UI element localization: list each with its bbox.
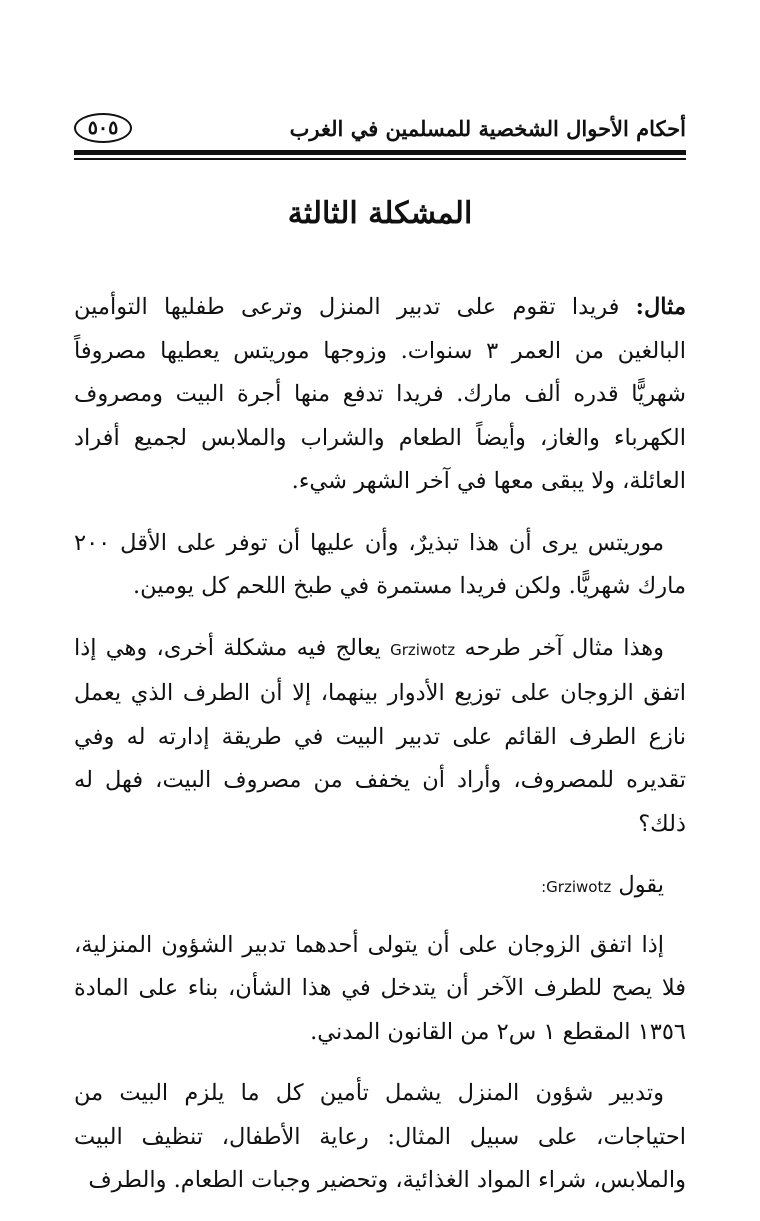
paragraph-moritz: موريتس يرى أن هذا تبذيرٌ، وأن عليها أن توفر على الأقل ٢٠٠ مارك شهريًّا. ولكن فريدا مستمرة في طبخ اللحم كل يومين. (74, 529, 686, 599)
quote-intro-before: يقول (618, 872, 664, 898)
quote-intro-colon: : (541, 878, 547, 896)
header-rule-thin (74, 158, 686, 160)
paragraph-household-duties: وتدبير شؤون المنزل يشمل تأمين كل ما يلزم البيت من احتياجات، على سبيل المثال: رعاية الأطفال، تنظيف البيت والملابس، شراء المواد الغذائية، وتحضير وجبات الطعام. والطرف (74, 1080, 686, 1193)
page-number-badge: ٥٠٥ (74, 113, 132, 143)
header-rule-thick (74, 150, 686, 155)
author-name: Grziwotz (390, 640, 456, 659)
second-example-after: يعالج فيه مشكلة أخرى، وهي إذا اتفق الزوجان على توزيع الأدوار بينهما، إلا أن الطرف الذي يعمل نازع الطرف القائم على تدبير البيت في طريقة إدارته له وفي تقديره للمصروف، وأراد أن يخفف من مصروف البيت، فهل له ذلك؟ (74, 634, 686, 837)
section-title: المشكلة الثالثة (287, 196, 473, 231)
body-text (74, 286, 686, 1221)
second-example-before: وهذا مثال آخر طرحه (464, 634, 664, 661)
quote-author-name: Grziwotz (546, 878, 612, 896)
page-header (74, 108, 686, 148)
paragraph-example (74, 286, 686, 504)
example-label: مثال: (635, 294, 687, 320)
example-text: فريدا تقوم على تدبير المنزل وترعى طفليها التوأمين البالغين من العمر ٣ سنوات. وزوجها موريتس يعطيها مصروفاً شهريًّا قدره ألف مارك. فريدا تدفع منها أجرة البيت ومصروف الكهرباء والغاز، وأيضاً الطعام والشراب والملابس لجميع أفراد العائلة، ولا يبقى معها في آخر الشهر شيء. (74, 294, 686, 494)
paragraph-legal-rule: إذا اتفق الزوجان على أن يتولى أحدهما تدبير الشؤون المنزلية، فلا يصح للطرف الآخر أن يتدخل في هذا الشأن، بناء على المادة ١٣٥٦ المقطع ١ س٢ من القانون المدني. (74, 931, 686, 1045)
paragraph-quote-intro (74, 864, 686, 910)
paragraph-second-example (74, 627, 686, 847)
running-title: أحكام الأحوال الشخصية للمسلمين في الغرب (289, 115, 686, 141)
